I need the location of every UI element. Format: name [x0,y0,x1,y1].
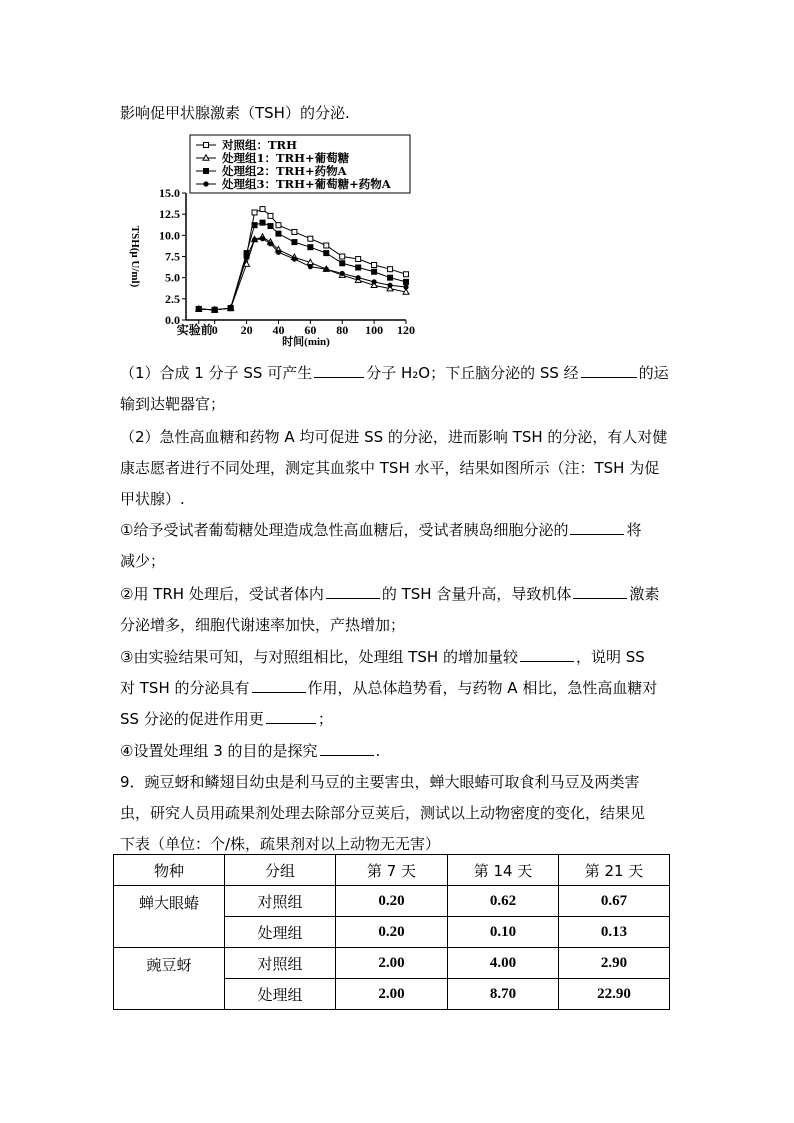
s1-line2: 减少； [120,552,166,570]
s3-line1: ③由实验结果可知，与对照组相比，处理组 TSH 的增加量较 ，说明 SS [120,648,645,666]
value-cell: 0.62 [448,886,559,917]
s4-line: ④设置处理组 3 的目的是探究 . [120,742,381,760]
data-point [276,231,281,236]
data-point [308,264,313,269]
value-cell: 0.13 [559,917,670,948]
data-point [292,240,297,245]
data-point [212,307,217,312]
data-point [308,245,313,250]
y-tick-label: 7.5 [165,249,180,264]
y-tick-label: 12.5 [159,207,180,222]
value-cell: 22.90 [559,979,670,1010]
data-point [388,275,393,280]
data-point [228,306,233,311]
q9-line3: 下表（单位：个/株，疏果剂对以上动物无无害） [120,835,441,853]
y-tick-label: 15.0 [159,186,180,200]
header-species: 物种 [114,855,225,886]
data-point [252,210,257,215]
q2-line3: 甲状腺）. [120,490,185,508]
data-point [403,284,408,289]
legend-label: 处理组1：TRH+葡萄糖 [222,151,350,165]
data-point [372,262,377,267]
q1-line1: （1）合成 1 分子 SS 可产生 分子 H₂O；下丘脑分泌的 SS 经 的运 [120,364,669,382]
data-point [252,223,257,228]
data-point [276,223,281,228]
x-tick-label: 80 [336,323,349,337]
data-point [260,207,265,212]
data-point [308,236,313,241]
header-day21: 第 21 天 [559,855,670,886]
data-point [268,241,273,246]
legend-label: 对照组：TRH [222,138,297,152]
data-point [260,220,265,225]
value-cell: 0.10 [448,917,559,948]
data-point [268,213,273,218]
value-cell: 8.70 [448,979,559,1010]
data-point [292,229,297,234]
value-cell: 4.00 [448,948,559,979]
data-point [356,265,361,270]
legend-marker [203,181,208,186]
data-point [276,250,281,255]
table-header-row [114,855,670,886]
group-cell: 处理组 [225,979,336,1010]
header-day14: 第 14 天 [448,855,559,886]
table-row [114,886,670,917]
y-tick-label: 10.0 [159,228,180,243]
x-tick-label: 40 [272,323,285,337]
legend-label: 处理组2：TRH+药物A [222,164,347,178]
s3-line2: 对 TSH 的分泌具有 作用，从总体趋势看，与药物 A 相比，急性高血糖对 [120,679,658,697]
data-point [292,256,297,261]
x-tick-label: 实验前 [176,323,213,337]
data-point [388,267,393,272]
q1-line2: 输到达靶器官； [120,395,226,413]
data-point [372,269,377,274]
legend-marker [204,143,209,148]
q9-line2: 虫，研究人员用疏果剂处理去除部分豆荚后，测试以上动物密度的变化，结果见 [120,804,646,822]
y-axis-label: TSH(μ U/ml) [129,225,141,288]
data-point [340,271,345,276]
group-cell: 对照组 [225,948,336,979]
data-point [324,267,329,272]
header-group: 分组 [225,855,336,886]
y-tick-label: 2.5 [165,291,180,306]
value-cell: 2.00 [336,948,448,979]
data-point [356,257,361,262]
value-cell: 0.67 [559,886,670,917]
data-point [404,272,409,277]
species-cell: 蝉大眼蝽 [114,886,225,948]
value-cell: 2.00 [336,979,448,1010]
data-point [372,279,377,284]
data-point [387,283,392,288]
s1-line1: ①给予受试者葡萄糖处理造成急性高血糖后，受试者胰岛细胞分泌的 将 [120,521,642,539]
data-point [252,237,257,242]
table-row [114,948,670,979]
data-point [356,275,361,280]
data-point [340,254,345,259]
x-axis-label: 时间(min) [282,336,330,348]
data-point [340,261,345,266]
data-point [324,251,329,256]
x-tick-label: 100 [365,323,384,337]
q2-line2: 康志愿者进行不同处理，测定其血浆中 TSH 水平，结果如图所示（注：TSH 为促 [120,459,660,477]
s2-line2: 分泌增多，细胞代谢速率加快，产热增加； [120,616,406,634]
x-tick-label: 60 [304,323,317,337]
x-tick-label: 20 [240,323,253,337]
group-cell: 对照组 [225,886,336,917]
data-point [244,255,249,260]
legend-marker [204,169,209,174]
q2-line1: （2）急性高血糖和药物 A 均可促进 SS 的分泌，进而影响 TSH 的分泌，有人对健 [120,428,668,446]
legend-label: 处理组3：TRH+葡萄糖+药物A [222,177,391,191]
value-cell: 0.20 [336,886,448,917]
y-tick-label: 5.0 [165,270,180,285]
data-point [268,224,273,229]
x-tick-label: 120 [397,323,415,337]
data-point [260,236,265,241]
value-cell: 2.90 [559,948,670,979]
group-cell: 处理组 [225,917,336,948]
data-point [196,306,201,311]
value-cell: 0.20 [336,917,448,948]
y-tick-label: 0.0 [165,313,180,327]
s2-line1: ②用 TRH 处理后，受试者体内 的 TSH 含量升高，导致机体 激素 [120,585,660,603]
x-tick-label: 0 [211,323,218,337]
header-day7: 第 7 天 [336,855,448,886]
s3-line3: SS 分泌的促进作用更 ； [120,710,333,728]
density-table [113,854,670,1010]
data-point [324,243,329,248]
intro-text: 影响促甲状腺激素（TSH）的分泌. [120,104,350,122]
data-point [404,279,409,284]
q9-line1: 9．豌豆蚜和鳞翅目幼虫是利马豆的主要害虫，蝉大眼蝽可取食利马豆及两类害 [120,773,640,791]
tsh-line-chart [110,128,420,350]
species-cell: 豌豆蚜 [114,948,225,1010]
